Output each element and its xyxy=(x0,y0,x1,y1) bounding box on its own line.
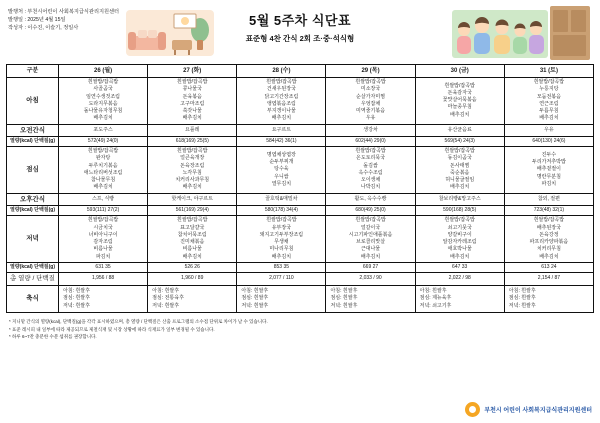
cell-kcal: 618(169) 25(5) xyxy=(148,136,237,146)
dish-item: 죽순볶음 xyxy=(450,169,470,176)
dish-item: 미소장국 xyxy=(360,86,381,93)
dish-item: 감자조림 xyxy=(93,239,113,246)
dish-item: 배추김치 xyxy=(450,111,470,118)
cell-kcal: 584(42) 36(1) xyxy=(237,136,326,146)
cell-meal xyxy=(59,216,148,263)
cell-cook xyxy=(148,285,237,313)
dish-item: 배추김치 xyxy=(182,184,202,191)
dish-item: 완자탕 xyxy=(95,155,111,162)
dish-item: 근대나물 xyxy=(360,246,381,253)
dish-item: 순살가자미찜 xyxy=(356,93,386,100)
dish-item: 흰쌀밥/잡곡밥 xyxy=(177,79,208,85)
dish-item: 두릅무침 xyxy=(539,108,559,114)
dish-item: 배추된장국 xyxy=(536,224,561,231)
dish-item: 돈사태찜 xyxy=(450,162,470,169)
dish-item: 참치어묵조림 xyxy=(177,231,207,238)
dish-item: 닭고기간장조림 xyxy=(264,93,299,100)
dish-item: 흰쌀밥/잡곡밥 xyxy=(87,79,119,85)
dish-item: 노각무침 xyxy=(182,169,202,176)
table-row xyxy=(7,206,594,216)
dish-item: 애호박나물 xyxy=(447,246,472,253)
cell-total: 2,077 / 110 xyxy=(237,273,326,285)
dish-item: 돈육볶음 xyxy=(182,93,202,100)
cell-kcal: 580(178) 34(4) xyxy=(237,206,326,216)
cell-kcal: 526 26 xyxy=(148,262,237,272)
cell-kcal: 569(54) 24(3) xyxy=(415,136,504,146)
dish-item: 흰쌀밥/잡곡밥 xyxy=(266,217,297,224)
cell-meal xyxy=(415,147,504,194)
family-illustration xyxy=(452,4,592,62)
table-row xyxy=(7,136,594,146)
dish-item: 우유 xyxy=(365,115,376,122)
cook-line: 저녁: 쇠고기후 xyxy=(419,302,452,309)
table-header-row xyxy=(7,65,594,78)
header-cell-5: 30 (금) xyxy=(415,65,504,78)
row-label: 총 열량 / 단백질 xyxy=(7,273,59,285)
meta-issuer: 발행처 : 부천시어린이 사회복지급식관리지원센터 xyxy=(8,9,119,15)
cell-meal xyxy=(504,147,593,194)
cook-line: 점심: 제뉴육후 xyxy=(419,295,452,302)
dish-item: 흰쌀밥/잡곡밥 xyxy=(266,79,297,85)
cell-meal xyxy=(148,216,237,263)
cook-line: 아침: 흰쌀후 xyxy=(330,287,358,294)
dish-item: 동김이곰국 xyxy=(447,155,472,162)
dish-item: 얼갈이국 xyxy=(360,224,381,231)
dish-item: 비름나물 xyxy=(182,246,202,253)
dish-item: 흰쌀밥/잡곡밥 xyxy=(444,217,475,224)
cell-kcal: 631 35 xyxy=(59,262,148,272)
table-row xyxy=(7,262,594,272)
footer-branding xyxy=(465,402,592,417)
cook-line: 아침: 흰쌀후 xyxy=(241,287,269,294)
cell-cook xyxy=(237,285,326,313)
dish-item: 건새우된장국 xyxy=(266,86,296,93)
dish-item: 진두수 xyxy=(541,151,557,158)
cell-kcal: 613 24 xyxy=(504,262,593,272)
table-row xyxy=(7,147,594,194)
meal-plan-table xyxy=(6,64,594,313)
dish-item: 시고기파인애플볶음 xyxy=(348,231,393,238)
cell-kcal: 561(169) 29(4) xyxy=(148,206,237,216)
header-cell-2: 27 (화) xyxy=(148,65,237,78)
cook-line: 점심: 전통육후 xyxy=(152,295,184,302)
dish-item: 얼큰육개장 xyxy=(180,155,205,162)
dish-item: 열무김치 xyxy=(271,180,292,187)
dish-item: 배추겉절이 xyxy=(536,166,561,173)
dish-item: 부지갱이나물 xyxy=(266,108,296,114)
cell-meal xyxy=(415,78,504,125)
row-label: 축식 xyxy=(7,285,59,313)
cook-line: 아침: 흰쌀후 xyxy=(508,287,536,294)
row-label: 열량(kcal) 단백질(g) xyxy=(7,136,59,146)
cook-line: 저녁: 흰쌀후 xyxy=(63,302,90,309)
dish-item: 파프리카양파볶음 xyxy=(529,239,569,246)
dish-item: 애느타리버섯조림 xyxy=(83,169,123,176)
cell-total: 1,960 / 89 xyxy=(148,273,237,285)
cell-cook xyxy=(415,285,504,313)
cell-kcal: 669 27 xyxy=(326,262,415,272)
dish-item: 쑥갓나물 xyxy=(182,108,202,114)
table-row xyxy=(7,193,594,205)
cell-snack: 찰보리빵&망고주스 xyxy=(415,193,504,205)
dish-item: 흰쌀밥/잡곡밥 xyxy=(444,82,475,89)
dish-item: 온도토리묵국 xyxy=(356,155,386,162)
dish-item: 명엽채상엽장 xyxy=(266,151,296,158)
dish-item: 사골곰국 xyxy=(93,86,113,93)
dish-item: 너비아니구이 xyxy=(88,231,118,238)
dish-item: 미나리무침 xyxy=(269,246,294,253)
dish-item: 배추김치 xyxy=(93,115,113,122)
cell-snack: 요구르트 xyxy=(237,124,326,136)
dish-item: 배추김치 xyxy=(450,184,470,191)
dish-item: 두리가저추박밥 xyxy=(531,159,566,166)
row-label: 아침 xyxy=(7,78,59,125)
cell-snack: 우유 xyxy=(504,124,593,136)
dish-item: 시금치국 xyxy=(93,224,113,231)
dish-item: 도라지무볶음 xyxy=(88,100,118,107)
cell-total: 1,956 / 88 xyxy=(59,273,148,285)
dish-item: 옥수수조림 xyxy=(358,169,383,176)
cook-line: 저녁: 흰쌀후 xyxy=(330,302,358,309)
table-body xyxy=(7,78,594,313)
page-title: 5월 5주차 식단표 xyxy=(248,13,352,28)
dish-item: 꽃맛살어묵볶음 xyxy=(442,97,477,104)
dish-item: 흰쌀밥/잡곡밥 xyxy=(355,79,386,85)
dish-item: 고구마조림 xyxy=(180,100,205,107)
dish-item: 흰쌀밥/잡곡밥 xyxy=(444,148,475,155)
header-cell-1: 26 (월) xyxy=(59,65,148,78)
cell-meal xyxy=(237,147,326,194)
cell-total: 2,154 / 87 xyxy=(504,273,593,285)
dish-item: 비름나물 xyxy=(93,246,113,253)
cell-kcal: 853 35 xyxy=(237,262,326,272)
dish-item: 우엉잡채 xyxy=(360,100,381,107)
dish-item: 진미채볶음 xyxy=(180,239,205,246)
cell-snack: 포도주스 xyxy=(59,124,148,136)
cell-meal xyxy=(59,147,148,194)
cook-line: 아침: 흰쌀후 xyxy=(152,287,180,294)
dish-item: 나박김치 xyxy=(360,184,381,191)
cell-meal xyxy=(326,216,415,263)
dish-item: 배추김치 xyxy=(182,253,202,260)
dish-item: 흰쌀밥/잡곡밥 xyxy=(177,148,208,155)
cell-meal xyxy=(504,78,593,125)
footnotes xyxy=(6,318,594,341)
cook-line: 아침: 흰쌀후 xyxy=(419,287,447,294)
cell-cook xyxy=(59,285,148,313)
cell-kcal: 593(111) 27(2) xyxy=(59,206,148,216)
cell-snack: 핫케이크, 야구르트 xyxy=(148,193,237,205)
dish-item: 배추김치 xyxy=(93,184,113,191)
cell-kcal: 602(44) 29(0) xyxy=(326,136,415,146)
dish-item: 알감자카레조림 xyxy=(442,239,477,246)
cell-meal xyxy=(148,147,237,194)
cell-meal xyxy=(326,147,415,194)
footnote-line: * 표준 레시피 내 일부에 따라 제공되므로 제철식재 및 시장 상황에 따라 식재료가 일부 변경될 수 있습니다. xyxy=(9,326,215,332)
dish-item: 유부장국 xyxy=(271,224,292,231)
dish-item: 명란무분침 xyxy=(536,173,561,180)
dish-item: 흰쌀밥/잡곡밥 xyxy=(533,79,565,85)
dish-item: 모둠전볶음 xyxy=(536,93,561,100)
dish-item: 배추김치 xyxy=(539,115,559,122)
center-logo-icon xyxy=(465,402,480,417)
dish-item: 돌김쌈 xyxy=(363,162,378,169)
cook-line: 아침: 흰쌀후 xyxy=(63,287,90,294)
row-label: 열량(kcal) 단백질(g) xyxy=(7,262,59,272)
dish-item: 앵엽볶음조림 xyxy=(266,100,296,107)
dish-item: 배추김치 xyxy=(182,115,202,122)
cell-meal xyxy=(504,216,593,263)
meta-date: 발행일 : 2025년 4월 15일 xyxy=(8,17,66,24)
row-label: 오전간식 xyxy=(7,124,59,136)
dish-item: 돼지고기두부장조림 xyxy=(259,231,304,238)
dish-item: 흰쌀밥/잡곡밥 xyxy=(533,217,565,224)
footnote-line: * 지니맡 간식의 열량(kcal), 단백질(g)을 각각 표시하였으며, 총 열량 / 단백질은 산출 프로그램의 소수점 단위로 차이가 날 수 있습니다. xyxy=(9,319,268,325)
row-label: 열량(kcal) 단백질(g) xyxy=(7,206,59,216)
header-cell-4: 29 (목) xyxy=(326,65,415,78)
page-header xyxy=(6,4,594,64)
cell-cook xyxy=(504,285,593,313)
dish-item: 흰쌀밥/잡곡밥 xyxy=(355,217,386,224)
row-label: 저녁 xyxy=(7,216,59,263)
row-label: 오후간식 xyxy=(7,193,59,205)
table-row xyxy=(7,216,594,263)
cook-line: 저녁: 흰쌀후 xyxy=(152,302,180,309)
cell-total: 2,033 / 90 xyxy=(326,273,415,285)
row-label: 점심 xyxy=(7,147,59,194)
dish-item: 누룽지탕 xyxy=(539,86,559,93)
cell-snack: 요플레 xyxy=(148,124,237,136)
cell-meal xyxy=(237,216,326,263)
dish-item: 무생채 xyxy=(274,239,289,246)
dish-item: 순두부찌개 xyxy=(269,159,294,166)
cell-snack: 참외, 절편 xyxy=(504,193,593,205)
dish-item: 배추김치 xyxy=(271,253,292,260)
dish-item: 흰쌀밥/잡곡밥 xyxy=(355,148,386,155)
table-row xyxy=(7,78,594,125)
dish-item: 쇠고기뭇국 xyxy=(447,224,472,231)
dish-item: 돈육강정 xyxy=(539,231,559,238)
dish-item: 배추김치 xyxy=(539,253,559,260)
dish-item: 파김치 xyxy=(95,253,111,260)
cook-line: 점심: 흰쌀후 xyxy=(241,295,269,302)
dish-item: 치커리사과무침 xyxy=(175,177,210,184)
dish-item: 오이생채 xyxy=(360,177,381,184)
dish-item: 배추김치 xyxy=(271,115,292,122)
dish-item: 흰쌀밥/잡곡밥 xyxy=(87,217,119,224)
dish-item: 돈육감자국 xyxy=(447,89,472,96)
cell-snack: 생강차 xyxy=(326,124,415,136)
table-row xyxy=(7,285,594,313)
header-cell-3: 28 (수) xyxy=(237,65,326,78)
cell-kcal: 723(48) 32(1) xyxy=(504,206,593,216)
cell-kcal: 572(49) 24(0) xyxy=(59,136,148,146)
meta-author: 작성자 : 이수진, 이슬기, 정일사 xyxy=(8,25,79,32)
cook-line: 저녁: 흰쌀후 xyxy=(241,302,269,309)
cell-meal xyxy=(148,78,237,125)
dish-item: 배추김치 xyxy=(450,253,470,260)
cell-kcal: 680(49) 25(0) xyxy=(326,206,415,216)
footnote-line: * 하루 6~7잔 충분한 수분 섭취를 권장합니다. xyxy=(9,334,97,340)
dish-item: 두루치기볶음 xyxy=(88,162,118,169)
dish-item: 마늘종무침 xyxy=(447,104,472,111)
dish-item: 콩나물국 xyxy=(182,86,202,93)
cook-line: 점심: 흰쌀후 xyxy=(63,295,90,302)
dish-item: 참나물무침 xyxy=(91,177,116,184)
dish-item: 배추김치 xyxy=(360,253,381,260)
cell-meal xyxy=(237,78,326,125)
dish-item: 돌나물유자청무침 xyxy=(83,108,123,114)
dish-item: 브로콜리맛살 xyxy=(356,239,386,246)
cook-line: 저녁: 흰쌀후 xyxy=(508,302,536,309)
cook-line: 점심: 흰쌀후 xyxy=(330,295,358,302)
footer-organization: 부천시 어린이 사회복지급식관리지원센터 xyxy=(484,408,592,414)
dish-item: 돈육장조림 xyxy=(180,162,205,169)
cook-line: 점심: 흰쌀후 xyxy=(508,295,536,302)
cell-cook xyxy=(326,285,415,313)
dish-item: 파김치 xyxy=(541,180,557,187)
cell-kcal: 640(130) 24(6) xyxy=(504,136,593,146)
table-row xyxy=(7,273,594,285)
dish-item: 임연수생것조림 xyxy=(86,93,120,100)
dish-item: 양갈비구이 xyxy=(447,231,472,238)
cell-meal xyxy=(415,216,504,263)
page-subtitle: 표준형 4찬 간식 2회 조·중·석식형 xyxy=(245,34,355,43)
dish-item: 미역줄기볶음 xyxy=(356,108,386,114)
cell-kcal: 647 33 xyxy=(415,262,504,272)
dish-item: 표고달걀국 xyxy=(180,224,205,231)
cell-kcal: 590(168) 28(5) xyxy=(415,206,504,216)
dish-item: 탕수육 xyxy=(274,166,289,173)
dish-item: 치커리무침 xyxy=(536,246,561,253)
header-cell-0: 구분 xyxy=(7,65,59,78)
cell-snack: 스프, 식빵 xyxy=(59,193,148,205)
cell-meal xyxy=(59,78,148,125)
cell-snack: 꿀호떡&매밀차 xyxy=(237,193,326,205)
dish-item: 우니쌈 xyxy=(274,173,289,180)
table-row xyxy=(7,124,594,136)
cell-meal xyxy=(326,78,415,125)
cell-snack: 활도, 옥수수빵 xyxy=(326,193,415,205)
cell-total: 2,022 / 98 xyxy=(415,273,504,285)
header-cell-6: 31 (토) xyxy=(504,65,593,78)
dish-item: 허니물굴절임 xyxy=(445,177,475,184)
dish-item: 흰쌀밥/잡곡밥 xyxy=(177,217,208,224)
cell-snack: 유산균음료 xyxy=(415,124,504,136)
dish-item: 연근조림 xyxy=(539,100,559,107)
dish-item: 흰쌀밥/잡곡밥 xyxy=(87,148,119,155)
